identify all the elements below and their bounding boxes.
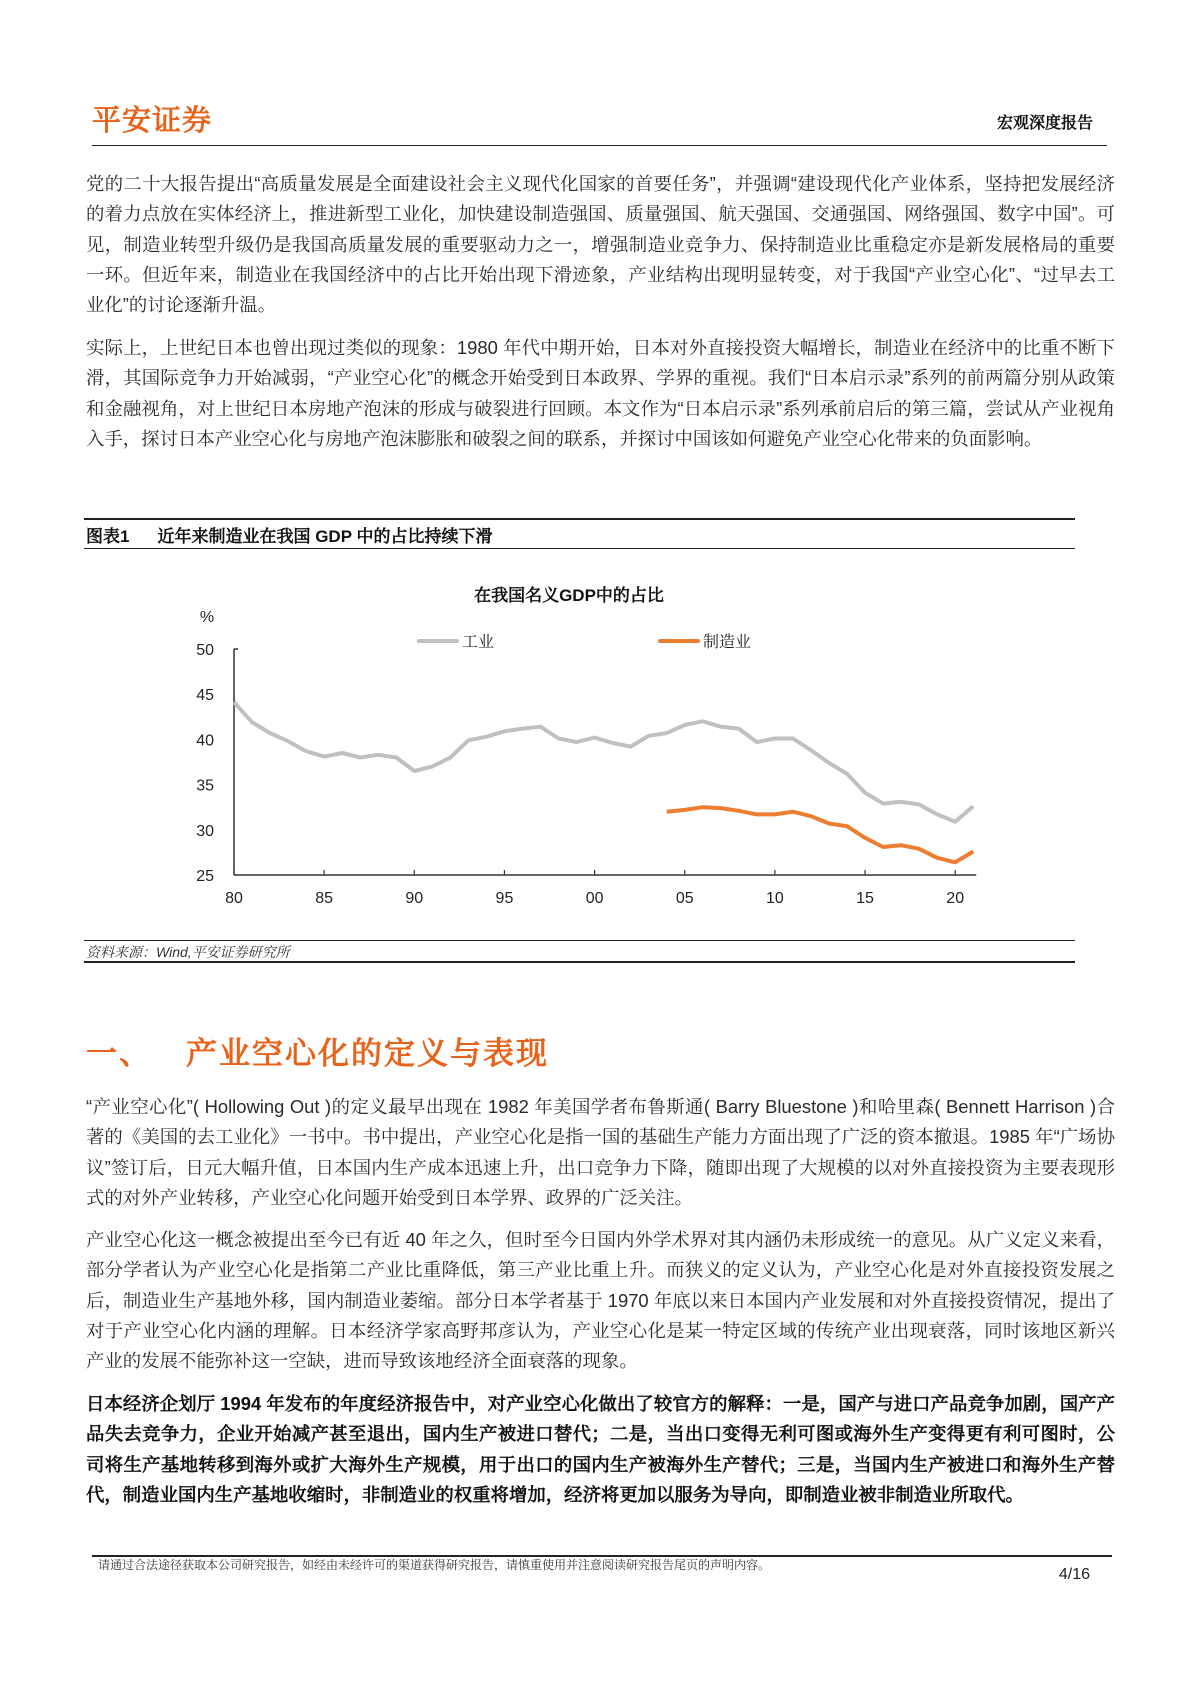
body-paragraph-3: 日本经济企划厅 1994 年发布的年度经济报告中，对产业空心化做出了较官方的解释：一是，国产与进口产品竞争加剧，国产产品失去竞争力，企业开始减产甚至退出，国内生产被进口替代；二是，当出口变得无利可图或海外生产变得更有利可图时，公司将生产基地转移到海外或扩大海外生产规模，用于出口的国内生产被海外生产替代；三是，当国内生产被进口和海外生产替代，制造业国内生产基地收缩时，非制造业的权重将增加，经济将更加以服务为导向，即制造业被非制造业所取代。 (86, 1393, 1115, 1505)
x-tick-label: 05 (675, 890, 694, 907)
intro-paragraph-1: 党的二十大报告提出“高质量发展是全面建设社会主义现代化国家的首要任务”，并强调“建设现代化产业体系，坚持把发展经济的着力点放在实体经济上，推进新型工业化，加快建设制造强国、质量强国、航天强国、交通强国、网络强国、数字中国”。可见，制造业转型升级仍是我国高质量发展的重要驱动力之一，增强制造业竞争力、保持制造业比重稳定亦是新发展格局的重要一环。但近年来，制造业在我国经济中的占比开始出现下滑迹象，产业结构出现明显转变，对于我国“产业空心化”、“过早去工业化”的讨论逐渐升温。 (86, 173, 1115, 316)
figure-label: 图表1 (86, 527, 130, 546)
figure-source: 资料来源：Wind,平安证券研究所 (86, 944, 290, 960)
header-divider (92, 145, 1107, 146)
body-paragraph-1: “产业空心化”( Hollowing Out )的定义最早出现在 1982 年美国学者布鲁斯通( Barry Bluestone )和哈里森( Bennett Harrison )合著的《美国的去工业化》一书中。书中提出，产业空心化是指一国的基础生产能力方面出现了广泛的资本撤退。1985 年“广场协议”签订后，日元大幅升值，日本国内生产成本迅速上升，出口竞争力下降，随即出现了大规模的以对外直接投资为主要表现形式的对外产业转移，产业空心化问题开始受到日本学界、政界的广泛关注。 (86, 1096, 1115, 1208)
x-tick-label: 00 (585, 890, 604, 907)
y-axis-unit: % (199, 609, 215, 626)
x-tick-label: 95 (495, 890, 514, 907)
legend-label: 制造业 (703, 634, 752, 651)
line-chart (150, 560, 1030, 940)
x-tick-label: 85 (315, 890, 334, 907)
intro-paragraph-2: 实际上，上世纪日本也曾出现过类似的现象：1980 年代中期开始，日本对外直接投资大幅增长，制造业在经济中的比重不断下滑，其国际竞争力开始减弱，“产业空心化”的概念开始受到日本政界、学界的重视。我们“日本启示录”系列的前两篇分别从政策和金融视角，对上世纪日本房地产泡沫的形成与破裂进行回顾。本文作为“日本启示录”系列承前启后的第三篇，尝试从产业视角入手，探讨日本产业空心化与房地产泡沫膨胀和破裂之间的联系，并探讨中国该如何避免产业空心化带来的负面影响。 (86, 337, 1115, 449)
report-type: 宏观深度报告 (996, 115, 1093, 132)
y-tick-label: 30 (196, 822, 214, 840)
footer-disclaimer: 请通过合法途径获取本公司研究报告，如经由未经许可的渠道获得研究报告，请慎重使用并注意阅读研究报告尾页的声明内容。 (98, 1558, 771, 1572)
series-line-manufacturing (667, 807, 974, 862)
y-tick-label: 50 (196, 642, 214, 659)
figure-top-rule (84, 518, 1075, 520)
source-top-rule (84, 940, 1075, 941)
y-tick-label: 25 (196, 868, 214, 885)
legend-label: 工业 (462, 634, 495, 651)
x-tick-label: 15 (856, 890, 874, 907)
section-title: 产业空心化的定义与表现 (186, 1036, 549, 1071)
y-tick-label: 40 (196, 732, 214, 750)
x-tick-label: 90 (405, 890, 424, 907)
figure-title: 近年来制造业在我国 GDP 中的占比持续下滑 (157, 527, 493, 546)
section-number: 一、 (86, 1036, 152, 1071)
section-heading (86, 1028, 549, 1073)
chart-title: 在我国名义GDP中的占比 (474, 586, 664, 605)
x-tick-label: 10 (766, 890, 784, 907)
figure-caption-rule (84, 548, 1075, 549)
body-paragraph-2: 产业空心化这一概念被提出至今已有近 40 年之久，但时至今日国内外学术界对其内涵仍未形成统一的意见。从广义定义来看，部分学者认为产业空心化是指第二产业比重降低，第三产业比重上升。而狭义的定义认为，产业空心化是对外直接投资发展之后，制造业生产基地外移，国内制造业萎缩。部分日本学者基于 1970 年底以来日本国内产业发展和对外直接投资情况，提出了对于产业空心化内涵的理解。日本经济学家高野邦彦认为，产业空心化是某一特定区域的传统产业出现衰落，同时该地区新兴产业的发展不能弥补这一空缺，进而导致该地经济全面衰落的现象。 (86, 1229, 1115, 1372)
y-tick-label: 35 (196, 777, 214, 795)
figure-bottom-rule (84, 961, 1075, 963)
company-logo: 平安证券 (92, 105, 213, 137)
x-tick-label: 80 (225, 890, 243, 907)
x-tick-label: 20 (946, 890, 965, 907)
page-number: 4/16 (1058, 1566, 1090, 1583)
y-tick-label: 45 (196, 687, 214, 705)
figure-caption (86, 522, 492, 547)
series-line-industry (234, 702, 973, 821)
